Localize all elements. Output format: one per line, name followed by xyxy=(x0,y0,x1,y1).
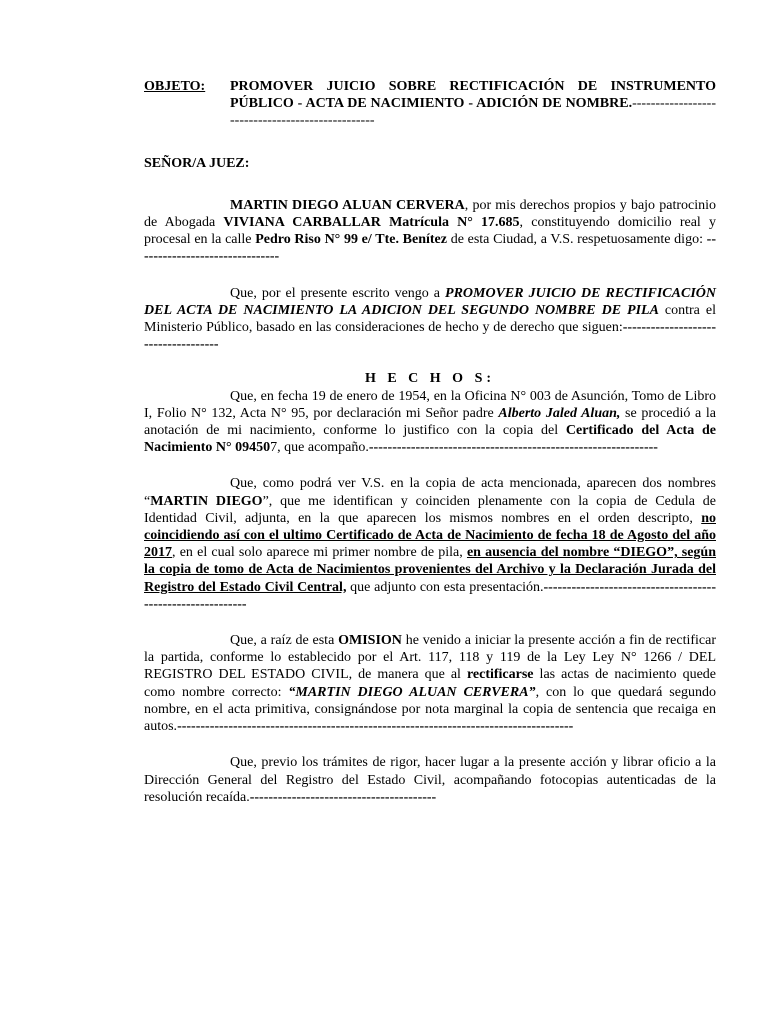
names-quoted: MARTIN DIEGO xyxy=(150,493,263,509)
objeto-section xyxy=(144,78,716,130)
text-span: , en el cual solo aparece mi primer nombre de pila, xyxy=(172,545,467,561)
certificate-ref: Certificado del Acta de Nacimiento N° 09450 xyxy=(144,423,716,456)
text-span: 7, que acompaño. xyxy=(270,440,369,456)
text-span: Que, por el presente escrito vengo a xyxy=(230,285,446,301)
promover-emphasis: PROMOVER JUICIO DE RECTIFICACIÓN DEL ACTA DE NACIMIENTO LA ADICION DEL SEGUNDO NOMBRE DE PILA xyxy=(144,285,716,318)
objeto-title: PROMOVER JUICIO SOBRE RECTIFICACIÓN DE INSTRUMENTO PÚBLICO - ACTA DE NACIMIENTO - ADICIÓN DE NOMBRE. xyxy=(230,79,716,112)
dash-line: ------------------------------------ xyxy=(144,320,716,353)
underlined-statement-2: en ausencia del nombre “DIEGO”, según la copia de tomo de Acta de Nacimientos provenientes del Archivo y la Declaración Jurada del Registro del Estado Civil Central, xyxy=(144,545,717,595)
text-span: se procedió a la anotación de mi nacimiento, conforme lo justifico con la copia del xyxy=(144,405,716,439)
paragraph-hechos-2 xyxy=(144,475,716,613)
paragraph-promover xyxy=(144,285,716,354)
text-span: , por mis derechos propios y bajo patrocinio de Abogada xyxy=(144,197,716,231)
petitioner-name: MARTIN DIEGO ALUAN CERVERA xyxy=(230,197,465,213)
lawyer-name: VIVIANA CARBALLAR Matrícula N° 17.685 xyxy=(223,215,520,231)
paragraph-hechos-3 xyxy=(144,632,716,735)
full-name-quoted: “MARTIN DIEGO ALUAN CERVERA” xyxy=(288,684,536,700)
text-span: Que, como podrá ver V.S. en la copia de acta mencionada, aparecen dos nombres “ xyxy=(144,476,716,509)
paragraph-hechos-1 xyxy=(144,388,716,457)
address: Pedro Riso N° 99 e/ Tte. Benítez xyxy=(255,232,447,248)
dash-line: ---------------------------------------- xyxy=(249,789,437,805)
text-span: las actas de nacimiento quede como nombre correcto: xyxy=(144,667,716,700)
hechos-title: H E C H O S: xyxy=(364,371,496,387)
text-span: ”, que me identifican y coinciden plenamente con la copia de Cedula de Identidad Civil, adjunta, en la que aparecen los mismos nombres en el orden descripto, xyxy=(144,493,716,526)
document-page xyxy=(144,78,716,806)
text-span: Que, a raíz de esta xyxy=(230,633,339,649)
text-span: , con lo que quedará segundo nombre, en el acta primitiva, consignándose por nota marginal la copia de sentencia que recaiga en autos. xyxy=(144,684,716,735)
paragraph-hechos-4 xyxy=(144,754,716,806)
text-span: de esta Ciudad, a V.S. respetuosamente digo: xyxy=(446,232,707,248)
father-name: Alberto Jaled Aluan, xyxy=(498,405,621,421)
omision-word: OMISION xyxy=(338,633,402,649)
objeto-dashes: ------------------------------------------------- xyxy=(230,96,716,129)
salutation: SEÑOR/A JUEZ: xyxy=(144,155,250,171)
objeto-label: OBJETO: xyxy=(144,79,206,94)
dash-line: ------------------------------- xyxy=(144,232,716,265)
text-span: he venido a iniciar la presente acción a fin de rectificar la partida, conforme lo establecido por el Art. 117, 118 y 119 de la Ley Ley N° 1266 / DEL REGISTRO DEL ESTADO CIVIL, de manera que al xyxy=(144,633,716,683)
rectificarse-word: rectificarse xyxy=(466,667,534,683)
text-span: contra el Ministerio Público, basado en las consideraciones de hecho y de derecho que siguen: xyxy=(144,302,716,336)
dash-line: ----------------------------------------------------------- xyxy=(144,579,716,612)
dash-line: ------------------------------------------------------------------------------------- xyxy=(177,719,574,735)
text-span: Que, previo los trámites de rigor, hacer lugar a la presente acción y librar oficio a la Dirección General del Registro del Estado Civil, acompañando fotocopias autenticadas de la resolución recaída. xyxy=(144,755,716,805)
text-span: que adjunto con esta presentación. xyxy=(346,579,544,595)
dash-line: -------------------------------------------------------------- xyxy=(368,440,658,456)
underlined-statement-1: no coincidiendo así con el ultimo Certificado de Acta de Nacimiento de fecha 18 de Agosto del año 2017 xyxy=(144,510,716,561)
objeto-text xyxy=(230,78,716,130)
paragraph-presentation xyxy=(144,197,716,266)
text-span: , constituyendo domicilio real y procesal en la calle xyxy=(144,215,716,248)
text-span: Que, en fecha 19 de enero de 1954, en la Oficina N° 003 de Asunción, Tomo de Libro I, Folio N° 132, Acta N° 95, por declaración mi Señor padre xyxy=(144,388,716,421)
